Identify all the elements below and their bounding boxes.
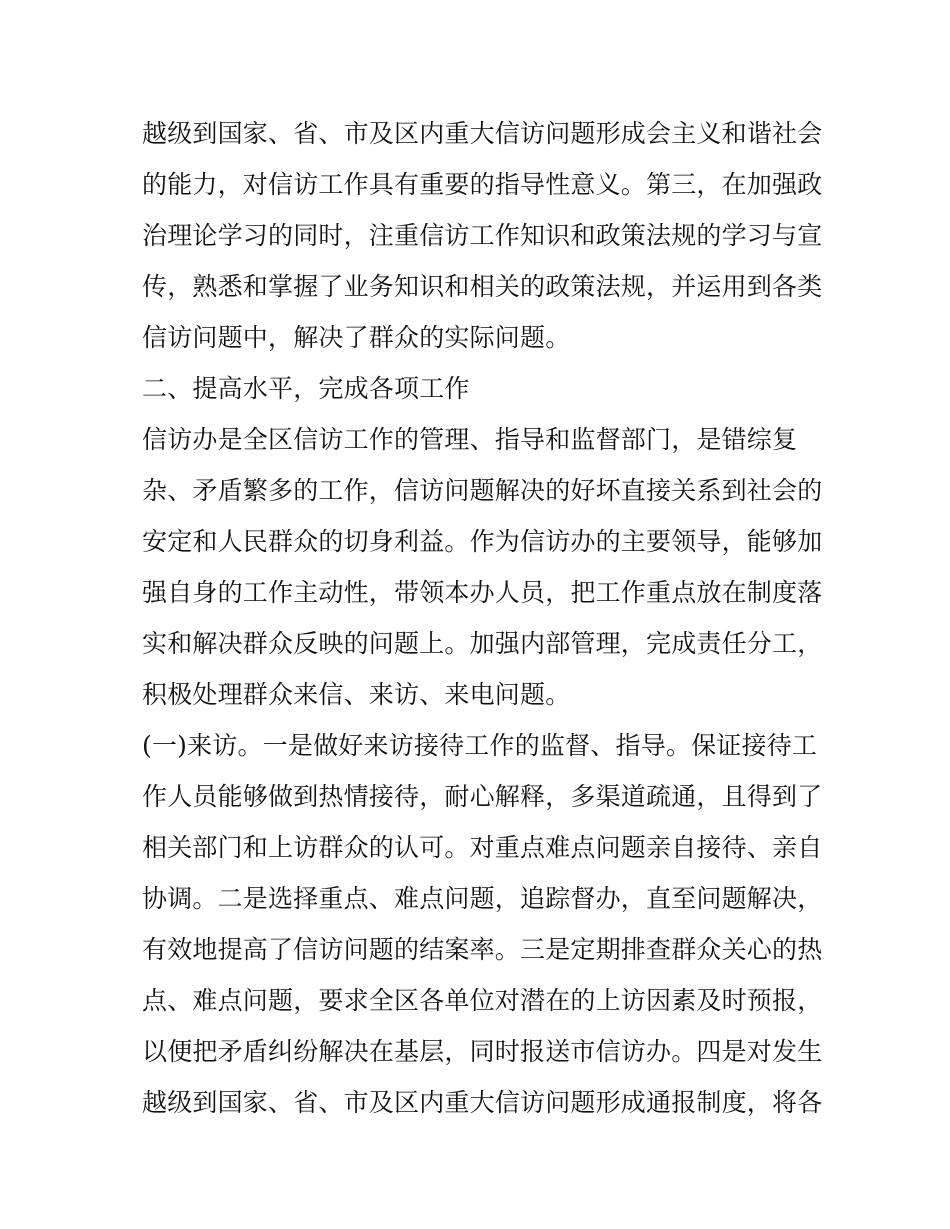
text-line: 治理论学习的同时，注重信访工作知识和政策法规的学习与宣 xyxy=(142,221,823,250)
section-heading: 二、提高水平，完成各项工作 xyxy=(142,374,470,403)
text-line: 积极处理群众来信、来访、来电问题。 xyxy=(142,680,571,709)
text-line: 信访问题中，解决了群众的实际问题。 xyxy=(142,323,571,352)
text-line: 有效地提高了信访问题的结案率。三是定期排查群众关心的热 xyxy=(142,935,823,964)
text-line: (一)来访。一是做好来访接待工作的监督、指导。保证接待工 xyxy=(142,731,818,760)
text-line: 越级到国家、省、市及区内重大信访问题形成通报制度，将各 xyxy=(142,1088,823,1117)
text-line: 协调。二是选择重点、难点问题，追踪督办，直至问题解决， xyxy=(142,884,823,913)
text-line: 强自身的工作主动性，带领本办人员，把工作重点放在制度落 xyxy=(142,578,823,607)
document-body xyxy=(142,108,822,1128)
text-line: 实和解决群众反映的问题上。加强内部管理，完成责任分工， xyxy=(142,629,823,658)
text-line: 作人员能够做到热情接待，耐心解释，多渠道疏通，且得到了 xyxy=(142,782,823,811)
text-line: 杂、矛盾繁多的工作，信访问题解决的好坏直接关系到社会的 xyxy=(142,476,823,505)
text-line: 点、难点问题，要求全区各单位对潜在的上访因素及时预报， xyxy=(142,986,823,1015)
text-line: 信访办是全区信访工作的管理、指导和监督部门，是错综复 xyxy=(142,425,798,454)
text-line: 安定和人民群众的切身利益。作为信访办的主要领导，能够加 xyxy=(142,527,823,556)
text-line: 相关部门和上访群众的认可。对重点难点问题亲自接待、亲自 xyxy=(142,833,823,862)
text-line: 的能力，对信访工作具有重要的指导性意义。第三，在加强政 xyxy=(142,170,823,199)
text-line: 传，熟悉和掌握了业务知识和相关的政策法规，并运用到各类 xyxy=(142,272,823,301)
text-line: 越级到国家、省、市及区内重大信访问题形成会主义和谐社会 xyxy=(142,119,823,148)
text-line: 以便把矛盾纠纷解决在基层，同时报送市信访办。四是对发生 xyxy=(142,1037,823,1066)
